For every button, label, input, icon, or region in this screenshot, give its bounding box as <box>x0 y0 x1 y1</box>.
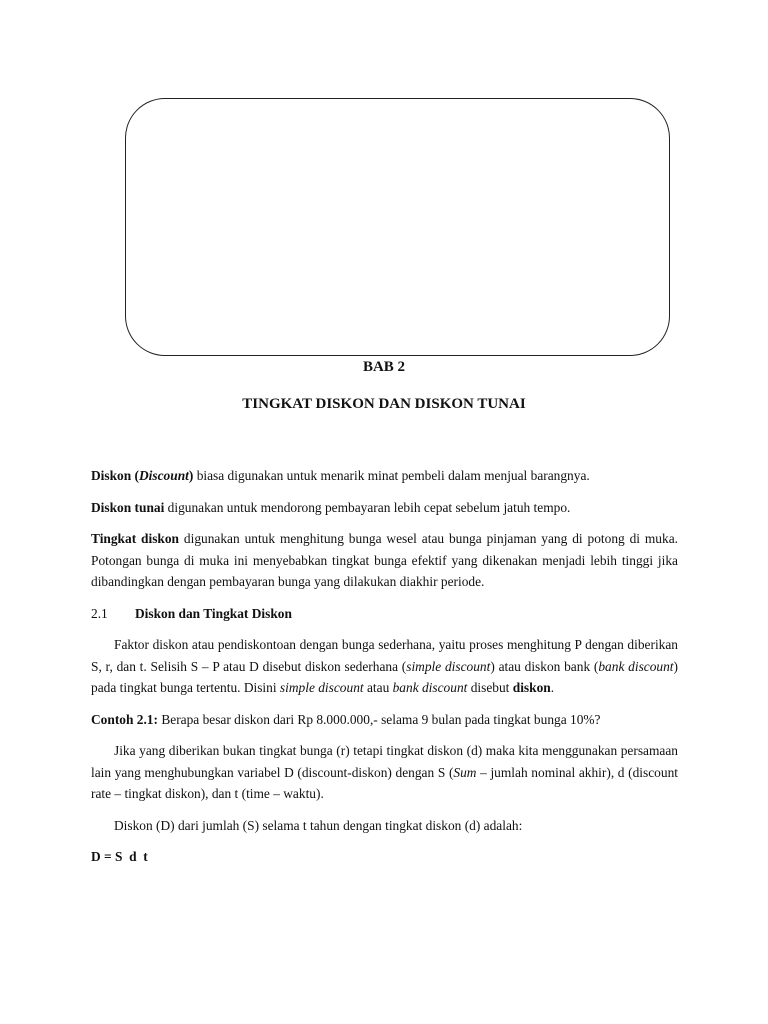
section-heading <box>91 603 678 625</box>
text-run: – jumlah nominal akhir), d (discount rate – tingkat diskon), dan t (time – waktu). <box>91 764 678 801</box>
chapter-title: TINGKAT DISKON DAN DISKON TUNAI <box>242 396 526 412</box>
paragraph-faktor-diskon <box>91 634 678 699</box>
term-discount <box>139 468 189 483</box>
paragraph-diskon-formula-intro: Diskon (D) dari jumlah (S) selama t tahun dengan tingkat diskon (d) adalah: <box>114 817 523 833</box>
paragraph-diskon <box>91 465 678 487</box>
italic-run: simple discount <box>406 658 491 674</box>
chapter-frame-box <box>125 98 670 356</box>
text-run: disebut <box>467 680 513 695</box>
section-number: 2.1 <box>91 605 108 621</box>
paragraph-tingkat-diskon <box>91 528 678 593</box>
example-2-1 <box>91 709 678 731</box>
text-run: Faktor diskon atau pendiskontoan dengan bunga sederhana, yaitu proses menghitung P dengan diberikan S, r, dan t. Selisih S – P atau D disebut diskon sederhana ( <box>91 637 678 674</box>
term-discount-italic: Discount <box>139 468 189 483</box>
document-body <box>91 465 678 868</box>
paragraph-tingkat-diskon-d <box>91 740 678 805</box>
section-title: Diskon dan Tingkat Diskon <box>135 605 292 621</box>
italic-run: bank discount <box>598 658 674 674</box>
example-text: Berapa besar diskon dari Rp 8.000.000,- selama 9 bulan pada tingkat bunga 10%? <box>157 711 601 727</box>
example-label: Contoh 2.1: <box>91 711 158 727</box>
paragraph-diskon-tunai <box>91 497 678 519</box>
italic-run: simple discount <box>279 680 364 695</box>
chapter-label: BAB 2 <box>362 359 406 375</box>
term-diskon-tunai: Diskon tunai <box>91 499 165 515</box>
paragraph-tingkat-diskon-text: digunakan untuk menghitung bunga wesel atau bunga pinjaman yang di potong di muka. Potongan bunga di muka ini menyebabkan tingkat bunga efektif yang dikenakan menjadi lebih tinggi jika dibandingkan dengan pembayaran bunga yang dilakukan diakhir periode. <box>91 531 678 589</box>
text-run: ) pada tingkat bunga tertentu. Disini <box>91 658 678 695</box>
text-run: Jika yang diberikan bukan tingkat bunga (r) tetapi tingkat diskon (d) maka kita menggunakan persamaan lain yang menghubungkan variabel D (discount-diskon) dengan S ( <box>91 743 678 780</box>
term-diskon: Diskon <box>91 468 132 483</box>
italic-run: bank discount <box>392 680 468 695</box>
bold-run: diskon <box>512 680 551 695</box>
term-tingkat-diskon: Tingkat diskon <box>91 531 180 546</box>
text-run: ) atau diskon bank ( <box>490 658 599 674</box>
term-paren-open: ( <box>131 468 140 483</box>
paragraph-diskon-tunai-text: digunakan untuk mendorong pembayaran lebih cepat sebelum jatuh tempo. <box>164 499 571 515</box>
formula-discount: D = S d t <box>91 849 148 864</box>
text-run: atau <box>363 680 393 695</box>
italic-run: Sum <box>453 764 477 780</box>
text-run: . <box>550 680 555 695</box>
paragraph-diskon-text: biasa digunakan untuk menarik minat pembeli dalam menjual barangnya. <box>193 468 590 483</box>
term-paren-close: ) <box>188 468 194 483</box>
